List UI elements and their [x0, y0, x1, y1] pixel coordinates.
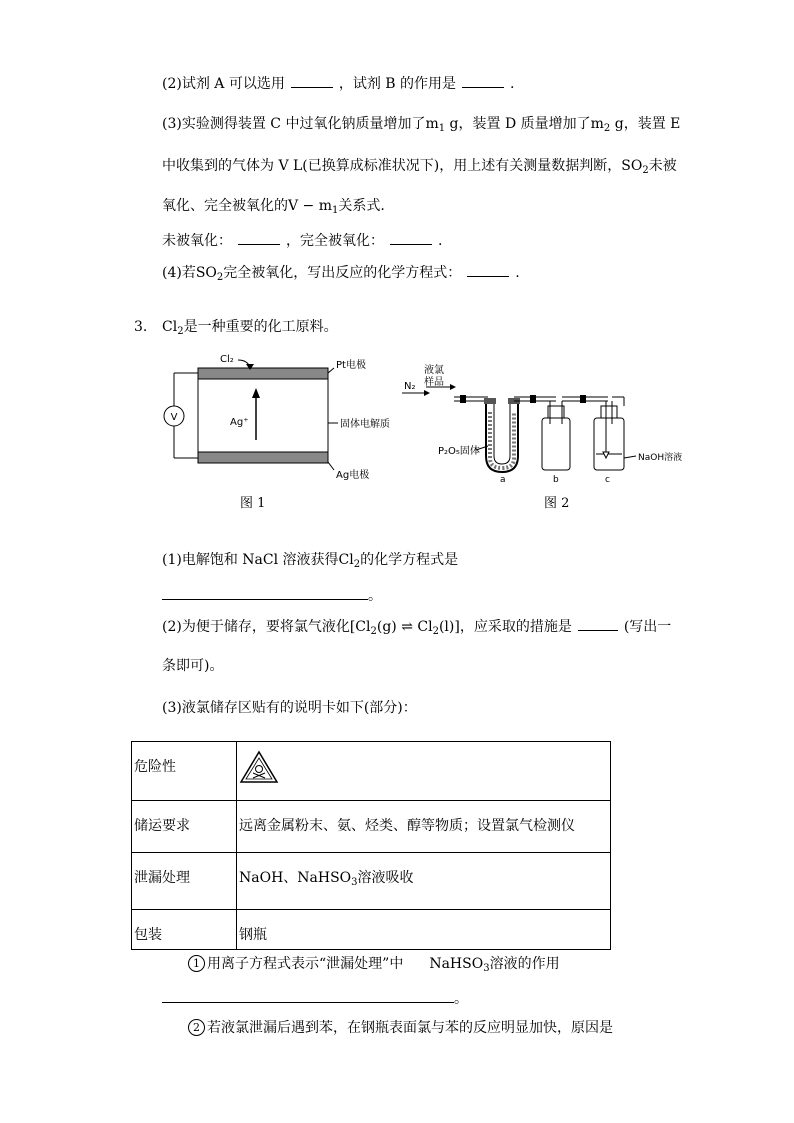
- svg-text:液氯: 液氯: [424, 365, 444, 376]
- svg-text:样品: 样品: [424, 377, 444, 388]
- answer-blank[interactable]: [578, 616, 618, 631]
- svg-text:Cl₂: Cl₂: [220, 354, 234, 365]
- answer-blank[interactable]: [238, 230, 280, 245]
- svg-text:固体电解质: 固体电解质: [340, 419, 390, 430]
- q2-part2: (2)试剂 A 可以选用 ，试剂 B 的作用是 .: [162, 73, 515, 94]
- q3-part1-answer: 。: [162, 585, 382, 606]
- table-row: 危险性: [132, 742, 611, 801]
- q2-part3-line4: 未被氧化： ，完全被氧化： .: [162, 230, 442, 251]
- table-row: 储运要求 远离金属粉末、氨、烃类、醇等物质；设置氯气检测仪: [132, 801, 611, 853]
- q3-intro: $Cl_2$是一种重要的化工原料。: [162, 319, 338, 337]
- svg-text:b: b: [553, 475, 559, 485]
- figure-1-caption: 图 1: [240, 496, 266, 511]
- svg-text:Pt电极: Pt电极: [336, 360, 366, 371]
- answer-blank[interactable]: [291, 73, 333, 88]
- q3-sub1-answer: 。: [162, 988, 468, 1009]
- q2-part3-line3: 氧化、完全被氧化的$V - m_1$关系式.: [162, 198, 385, 216]
- table-row: 包装 钢瓶: [132, 910, 611, 950]
- q2-part4: (4)若$SO_2$完全被氧化，写出反应的化学方程式： .: [162, 262, 520, 288]
- q3-sub1: 1 用离子方程式表示“泄漏处理”中 NaHSO$_3$溶液的作用: [188, 954, 560, 979]
- ag-electrode: [198, 452, 328, 463]
- q2-part3-line1: (3)实验测得装置 C 中过氧化钠质量增加了$m_1$ g，装置 D 质量增加了$m_2$ g，装置 E: [162, 116, 681, 134]
- toxic-hazard-icon: [239, 750, 279, 784]
- table-row: 泄漏处理 NaOH、NaHSO$_3$溶液吸收: [132, 853, 611, 910]
- answer-blank[interactable]: [462, 73, 504, 88]
- figure-2-caption: 图 2: [544, 496, 570, 511]
- question-number: 3.: [134, 319, 148, 335]
- svg-text:Ag⁺: Ag⁺: [230, 417, 249, 428]
- q2-part3-line2: 中收集到的气体为 V L(已换算成标准状况下)，用上述有关测量数据判断，$SO_2$未被: [162, 158, 677, 176]
- q3-part2: (2)为便于储存，要将氯气液化[$Cl_2(g)$ ⇌ $Cl_2(l)$]，应采取的措施是 (写出一: [162, 616, 671, 642]
- figure-1-electrochemical-cell: [160, 350, 410, 485]
- answer-blank[interactable]: [162, 585, 368, 600]
- answer-blank[interactable]: [390, 230, 432, 245]
- description-card-table: [131, 741, 611, 950]
- svg-text:Ag电极: Ag电极: [336, 470, 370, 481]
- pt-electrode: [198, 368, 328, 379]
- q3-part2-cont: 条即可)。: [162, 658, 224, 674]
- svg-text:c: c: [605, 475, 610, 485]
- q3-sub2: 2 若液氯泄漏后遇到苯，在钢瓶表面氯与苯的反应明显加快，原因是: [188, 1018, 613, 1038]
- answer-blank[interactable]: [162, 988, 454, 1003]
- svg-text:NaOH溶液: NaOH溶液: [638, 453, 683, 463]
- figure-2-apparatus: [398, 360, 698, 490]
- svg-text:a: a: [500, 475, 506, 485]
- svg-text:N₂: N₂: [404, 381, 416, 392]
- answer-blank[interactable]: [467, 262, 509, 277]
- svg-text:V: V: [170, 412, 178, 423]
- q3-part1: (1)电解饱和 NaCl 溶液获得$Cl_2$的化学方程式是: [162, 552, 459, 570]
- svg-text:P₂O₅固体: P₂O₅固体: [438, 446, 480, 457]
- solid-electrolyte: [198, 379, 328, 452]
- q3-part3: (3)液氯储存区贴有的说明卡如下(部分)：: [162, 700, 417, 716]
